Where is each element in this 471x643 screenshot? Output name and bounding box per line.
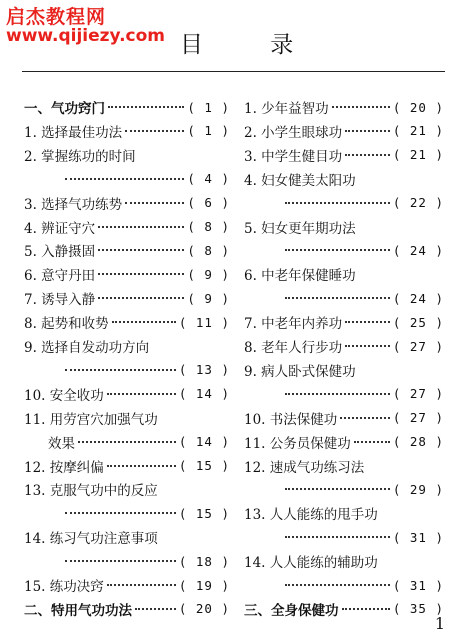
toc-page-ref: ( 27 ) [392,338,444,354]
toc-leader-dots [285,536,390,538]
toc-leader-dots [345,154,390,156]
toc-page-ref: ( 24 ) [392,242,444,258]
toc-leader-dots [285,202,390,204]
toc-leader-dots [342,608,390,610]
toc-leader-dots [65,560,176,562]
toc-page-ref: ( 31 ) [392,529,444,545]
toc-entry [24,550,230,572]
toc-page-ref: ( 29 ) [392,481,444,497]
toc-entry-label: 3. 中学生健目功 [244,148,343,165]
toc-leader-dots [98,273,184,275]
toc-entry-label: 效果 [48,435,75,452]
toc-page-ref: ( 14 ) [178,386,230,402]
toc-entry [24,335,230,357]
toc-entry-label: 一、气功窍门 [24,101,105,117]
toc-entry [244,311,444,333]
toc-entry-label: 11. 公务员保健功 [244,435,351,452]
toc-page-ref: ( 11 ) [178,314,230,330]
toc-entry-label: 6. 意守丹田 [24,268,96,285]
toc-leader-dots [135,608,176,610]
toc-entry-label: 2. 掌握练功的时间 [24,148,136,165]
title-divider [22,71,445,72]
toc-entry [24,431,230,453]
toc-entry-label: 12. 按摩纠偏 [24,459,104,476]
toc-page-ref: ( 14 ) [178,434,230,450]
toc-leader-dots [98,297,184,299]
toc-page-ref: ( 28 ) [392,434,444,450]
toc-leader-dots [107,584,176,586]
toc-leader-dots [112,321,176,323]
toc-page-ref: ( 18 ) [178,553,230,569]
toc-page-ref: ( 19 ) [178,577,230,593]
toc-entry-label: 8. 起势和收势 [24,316,109,333]
toc-entry-label: 2. 小学生眼球功 [244,124,343,141]
toc-entry [244,263,444,285]
toc-entry [24,144,230,166]
toc-leader-dots [285,584,390,586]
toc-entry-label: 12. 速成气功练习法 [244,459,365,476]
toc-page-ref: ( 8 ) [187,219,230,234]
toc-entry-label: 10. 安全收功 [24,387,104,404]
toc-page-ref: ( 35 ) [392,601,444,617]
toc-page-ref: ( 20 ) [178,601,230,617]
toc-entry-label: 4. 辨证守穴 [24,220,96,237]
toc-entry [24,192,230,214]
toc-entry [244,455,444,477]
toc-page-ref: ( 1 ) [187,99,230,115]
toc-entry-label: 15. 练功决窍 [24,579,104,595]
toc-page-ref: ( 13 ) [178,362,230,378]
toc-entry [24,311,230,333]
toc-entry [244,359,444,381]
toc-leader-dots [285,249,390,251]
toc-page-ref: ( 15 ) [178,458,230,473]
toc-page-ref: ( 27 ) [392,386,444,402]
toc-entry [244,120,444,142]
toc-page-ref: ( 6 ) [187,195,230,211]
toc-leader-dots [345,345,390,347]
toc-page-ref: ( 8 ) [187,242,230,258]
toc-entry [244,526,444,548]
toc-entry [24,407,230,429]
toc-leader-dots [332,106,390,108]
toc-leader-dots [107,393,176,395]
toc-leader-dots [125,202,184,204]
toc-section [24,598,230,620]
toc-page-ref: ( 9 ) [187,266,230,282]
toc-entry [24,287,230,309]
toc-leader-dots [345,321,390,323]
toc-leader-dots [98,249,184,251]
toc-entry [244,502,444,524]
toc-entry [244,144,444,166]
toc-entry-label: 11. 用劳宫穴加强气功 [24,411,158,428]
toc-entry [244,407,444,429]
page-number: 1 [434,614,445,633]
toc-section [244,598,444,620]
toc-page-ref: ( 20 ) [392,99,444,115]
toc-entry-label: 6. 中老年保健睡功 [244,268,356,285]
toc-page-ref: ( 4 ) [187,171,230,187]
toc-section [24,96,230,118]
toc-page-ref: ( 9 ) [187,290,230,306]
toc-entry [24,120,230,142]
toc-entry-label: 10. 书法保健功 [244,411,338,428]
toc-leader-dots [285,393,390,395]
toc-entry-label: 13. 人人能练的甩手功 [244,507,378,524]
watermark-url: www.qijiezy.com [6,26,166,46]
toc-entry [244,478,444,500]
toc-entry-label: 1. 选择最佳功法 [24,124,123,141]
toc-page-ref: ( 22 ) [392,195,444,211]
toc-leader-dots [107,465,176,467]
toc-entry [244,168,444,190]
toc-page-ref: ( 15 ) [178,505,230,521]
toc-entry [244,574,444,596]
toc-leader-dots [78,441,176,443]
toc-entry [244,383,444,405]
toc-entry [244,192,444,214]
toc-entry-label: 13. 克服气功中的反应 [24,483,158,500]
toc-leader-dots [65,178,184,180]
watermark-site-name: 启杰教程网 [6,6,107,28]
toc-page-ref: ( 27 ) [392,410,444,426]
toc-page-ref: ( 21 ) [392,123,444,139]
toc-entry-label: 7. 中老年内养功 [244,316,343,333]
toc-leader-dots [98,226,184,228]
toc-entry-label: 5. 妇女更年期功法 [244,220,356,237]
toc-leader-dots [340,417,390,419]
toc-entry [24,216,230,238]
toc-leader-dots [65,512,176,514]
toc-leader-dots [285,488,390,490]
toc-entry [244,431,444,453]
toc-entry-label: 7. 诱导入静 [24,292,96,309]
toc-entry [24,263,230,285]
toc-page-ref: ( 1 ) [187,123,230,139]
toc-entry [244,96,444,118]
toc-leader-dots [354,441,390,443]
toc-entry-label: 14. 练习气功注意事项 [24,531,158,548]
toc-page-ref: ( 21 ) [392,147,444,163]
toc-entry-label: 三、全身保健功 [244,602,339,619]
toc-page-ref: ( 25 ) [392,314,444,330]
toc-entry-label: 1. 少年益智功 [244,101,329,117]
toc-entry [24,478,230,500]
toc-entry [24,502,230,524]
toc-page-ref: ( 31 ) [392,577,444,593]
toc-entry [244,239,444,261]
toc-entry [24,168,230,190]
toc-entry-label: 3. 选择气功练势 [24,196,123,213]
toc-leader-dots [108,106,184,108]
toc-entry [24,239,230,261]
toc-entry [244,216,444,238]
toc-entry-label: 4. 妇女健美太阳功 [244,172,356,189]
toc-page-ref: ( 24 ) [392,290,444,306]
toc-entry [244,287,444,309]
toc-entry [24,455,230,477]
page-title: 目 录 [180,32,324,58]
toc-entry [244,550,444,572]
toc-entry-label: 二、特用气功功法 [24,602,132,619]
toc-entry [24,574,230,596]
toc-entry [24,359,230,381]
toc-entry-label: 9. 病人卧式保健功 [244,363,356,380]
toc-leader-dots [285,297,390,299]
toc-leader-dots [125,130,184,132]
toc-entry-label: 5. 入静摄固 [24,244,96,261]
toc-entry [244,335,444,357]
toc-entry-label: 9. 选择自发动功方向 [24,340,150,356]
toc-entry [24,383,230,405]
toc-leader-dots [65,369,176,371]
toc-entry [24,526,230,548]
toc-leader-dots [345,130,390,132]
toc-entry-label: 14. 人人能练的辅助功 [244,555,378,572]
toc-entry-label: 8. 老年人行步功 [244,340,343,356]
